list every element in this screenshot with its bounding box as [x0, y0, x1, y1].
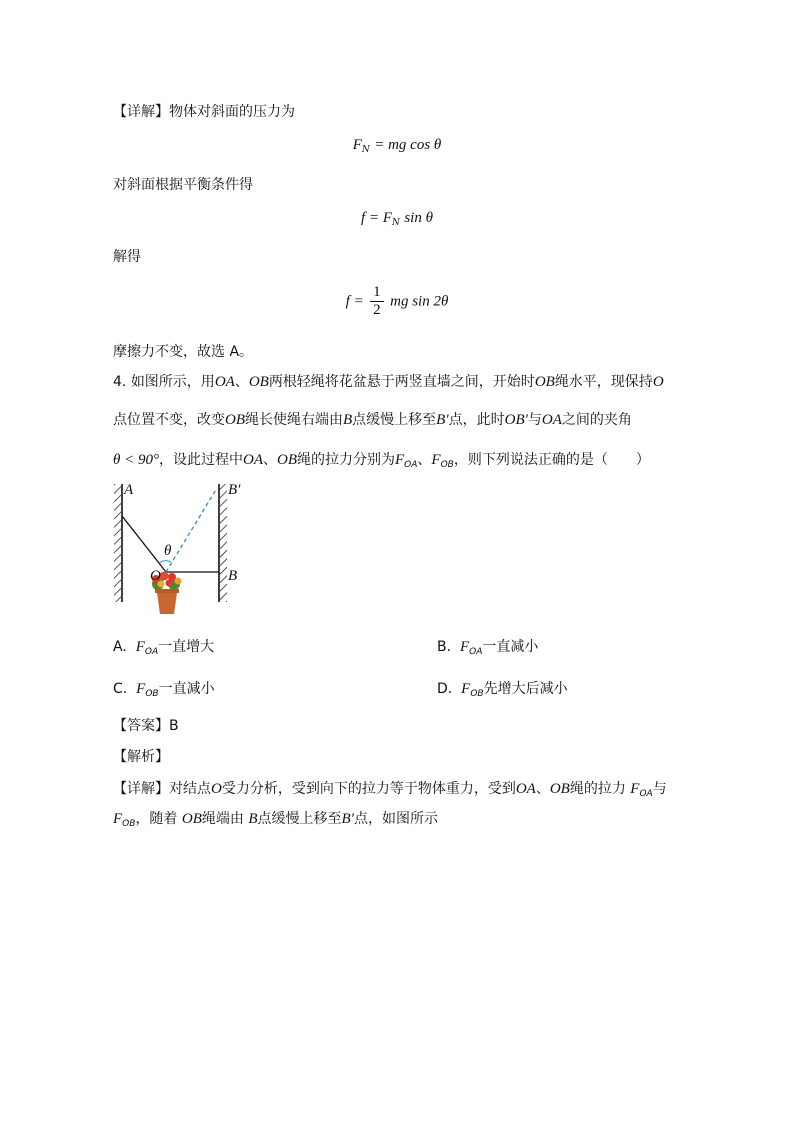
option-f: F — [135, 639, 145, 655]
option-f: F — [136, 681, 146, 697]
option-b[interactable] — [437, 637, 538, 662]
option-text: 一直减小 — [158, 681, 215, 697]
option-text: 一直增大 — [158, 639, 215, 655]
q-sep: 、 — [263, 452, 277, 468]
d2-f: F — [630, 781, 640, 797]
analysis-label: 【解析】 — [113, 749, 169, 765]
d2-text: 受力分析，受到向下的拉力等于物体重力，受到 — [221, 781, 516, 797]
eq2-sub: N — [392, 218, 400, 228]
option-letter: C. — [113, 681, 128, 697]
d2-text: 绳端由 — [201, 811, 244, 827]
q-b: B — [343, 412, 353, 428]
d2-sep: 、 — [535, 781, 550, 797]
detail-text: 物体对斜面的压力为 — [169, 104, 295, 120]
question-number: 4. — [113, 374, 127, 390]
option-sub: OA — [144, 647, 159, 657]
q-text: 与 — [527, 412, 542, 428]
q-text: 如图所示，用 — [130, 374, 215, 390]
q-bprime: B′ — [436, 412, 449, 428]
solve-line: 解得 — [113, 249, 141, 265]
d2-text: ，随着 — [135, 811, 178, 827]
q-text: ，设此过程中 — [159, 452, 243, 468]
q-f: F — [395, 452, 405, 468]
eq2-rhs: sin θ — [404, 210, 433, 226]
equation-friction — [0, 210, 794, 228]
angle-arc — [159, 561, 171, 563]
d2-sub: OA — [639, 789, 653, 799]
option-d[interactable] — [437, 679, 568, 704]
q-ob: OB — [225, 412, 245, 428]
d2-o: O — [211, 781, 222, 797]
d2-oa: OA — [515, 781, 536, 797]
eq2-lhs: f = F — [361, 210, 392, 226]
question-line-1 — [113, 372, 664, 392]
d2-text: 点缓慢上移至 — [257, 811, 342, 827]
eq3-numerator: 1 — [370, 284, 384, 302]
q-text: 绳长使绳右端由 — [245, 412, 343, 428]
balance-line: 对斜面根据平衡条件得 — [113, 177, 253, 193]
q-sub: OA — [404, 460, 418, 470]
d2-ob: OB — [549, 781, 570, 797]
option-text: 一直减小 — [482, 639, 539, 655]
detail2-label: 【详解】 — [113, 781, 169, 797]
q-ob: OB — [534, 374, 555, 390]
detail2-line-2 — [113, 809, 438, 834]
option-letter: A. — [113, 639, 127, 655]
option-letter: B. — [437, 639, 452, 655]
q-o: O — [652, 374, 664, 390]
figure-label-o: O — [150, 568, 161, 584]
eq1-sub: N — [361, 145, 370, 155]
detail2-line-1 — [113, 779, 667, 804]
d2-text: 对结点 — [169, 781, 211, 797]
d2-sub: OB — [122, 819, 136, 829]
rope-oa — [122, 516, 166, 572]
q-sep: 、 — [234, 374, 249, 390]
figure-label-b: B — [228, 568, 238, 584]
conclusion-line: 摩擦力不变，故选 A。 — [113, 344, 254, 360]
rope-ob-prime-dashed — [166, 488, 217, 572]
right-wall-hatch — [220, 484, 227, 602]
figure-label-bprime: B′ — [228, 482, 241, 498]
d2-text: 绳的拉力 — [569, 781, 626, 797]
option-a[interactable] — [113, 637, 214, 662]
q-sub: OB — [440, 460, 454, 470]
answer-line: 【答案】B — [113, 718, 179, 734]
q-text: 点缓慢上移至 — [352, 412, 437, 428]
q-text: ，则下列说法正确的是（ ） — [453, 452, 650, 468]
question-line-2 — [113, 410, 632, 430]
q-text: 两根轻绳将花盆悬于两竖直墙之间，开始时 — [268, 374, 535, 390]
question-line-3 — [113, 450, 650, 475]
option-f: F — [459, 639, 470, 655]
q-obprime: OB′ — [504, 412, 528, 428]
figure-label-a: A — [124, 482, 134, 498]
q-ob: OB — [277, 452, 297, 468]
left-wall-hatch — [114, 484, 121, 602]
eq1-rhs: = mg cos θ — [374, 137, 442, 153]
option-letter: D. — [437, 681, 453, 697]
q-oa: OA — [541, 412, 562, 428]
eq3-rhs: mg sin 2θ — [390, 293, 449, 310]
q-sep: 、 — [417, 452, 432, 468]
d2-text: 点，如图所示 — [353, 811, 438, 827]
q-oa: OA — [243, 452, 263, 468]
q-text: 绳水平，现保持 — [554, 374, 653, 390]
equation-result — [0, 284, 794, 319]
option-sub: OB — [470, 689, 484, 699]
eq1-lhs: F — [352, 137, 362, 153]
option-sub: OA — [469, 647, 483, 657]
option-text: 先增大后减小 — [483, 681, 568, 697]
d2-f: F — [113, 811, 123, 827]
q-text: 绳的拉力分别为 — [297, 452, 395, 468]
detail-line — [113, 102, 295, 122]
figure-label-theta: θ — [164, 543, 172, 559]
d2-text: 与 — [652, 781, 667, 797]
detail-label: 【详解】 — [113, 104, 169, 120]
d2-bprime: B′ — [341, 811, 354, 827]
q-f: F — [431, 452, 441, 468]
eq3-fraction — [370, 284, 384, 319]
d2-ob: OB — [181, 811, 202, 827]
eq3-denominator: 2 — [373, 302, 381, 318]
q-angle: θ < 90° — [113, 452, 159, 468]
option-c[interactable] — [113, 679, 215, 704]
q-ob: OB — [248, 374, 269, 390]
option-f: F — [461, 681, 471, 697]
q-oa: OA — [214, 374, 235, 390]
question-figure — [112, 478, 262, 626]
d2-b: B — [248, 811, 258, 827]
option-sub: OB — [145, 689, 159, 699]
q-text: 之间的夹角 — [561, 412, 632, 428]
q-text: 点位置不变，改变 — [113, 412, 225, 428]
eq3-lhs: f = — [345, 293, 364, 310]
equation-normal-force — [0, 137, 794, 155]
q-text: 点，此时 — [448, 412, 505, 428]
